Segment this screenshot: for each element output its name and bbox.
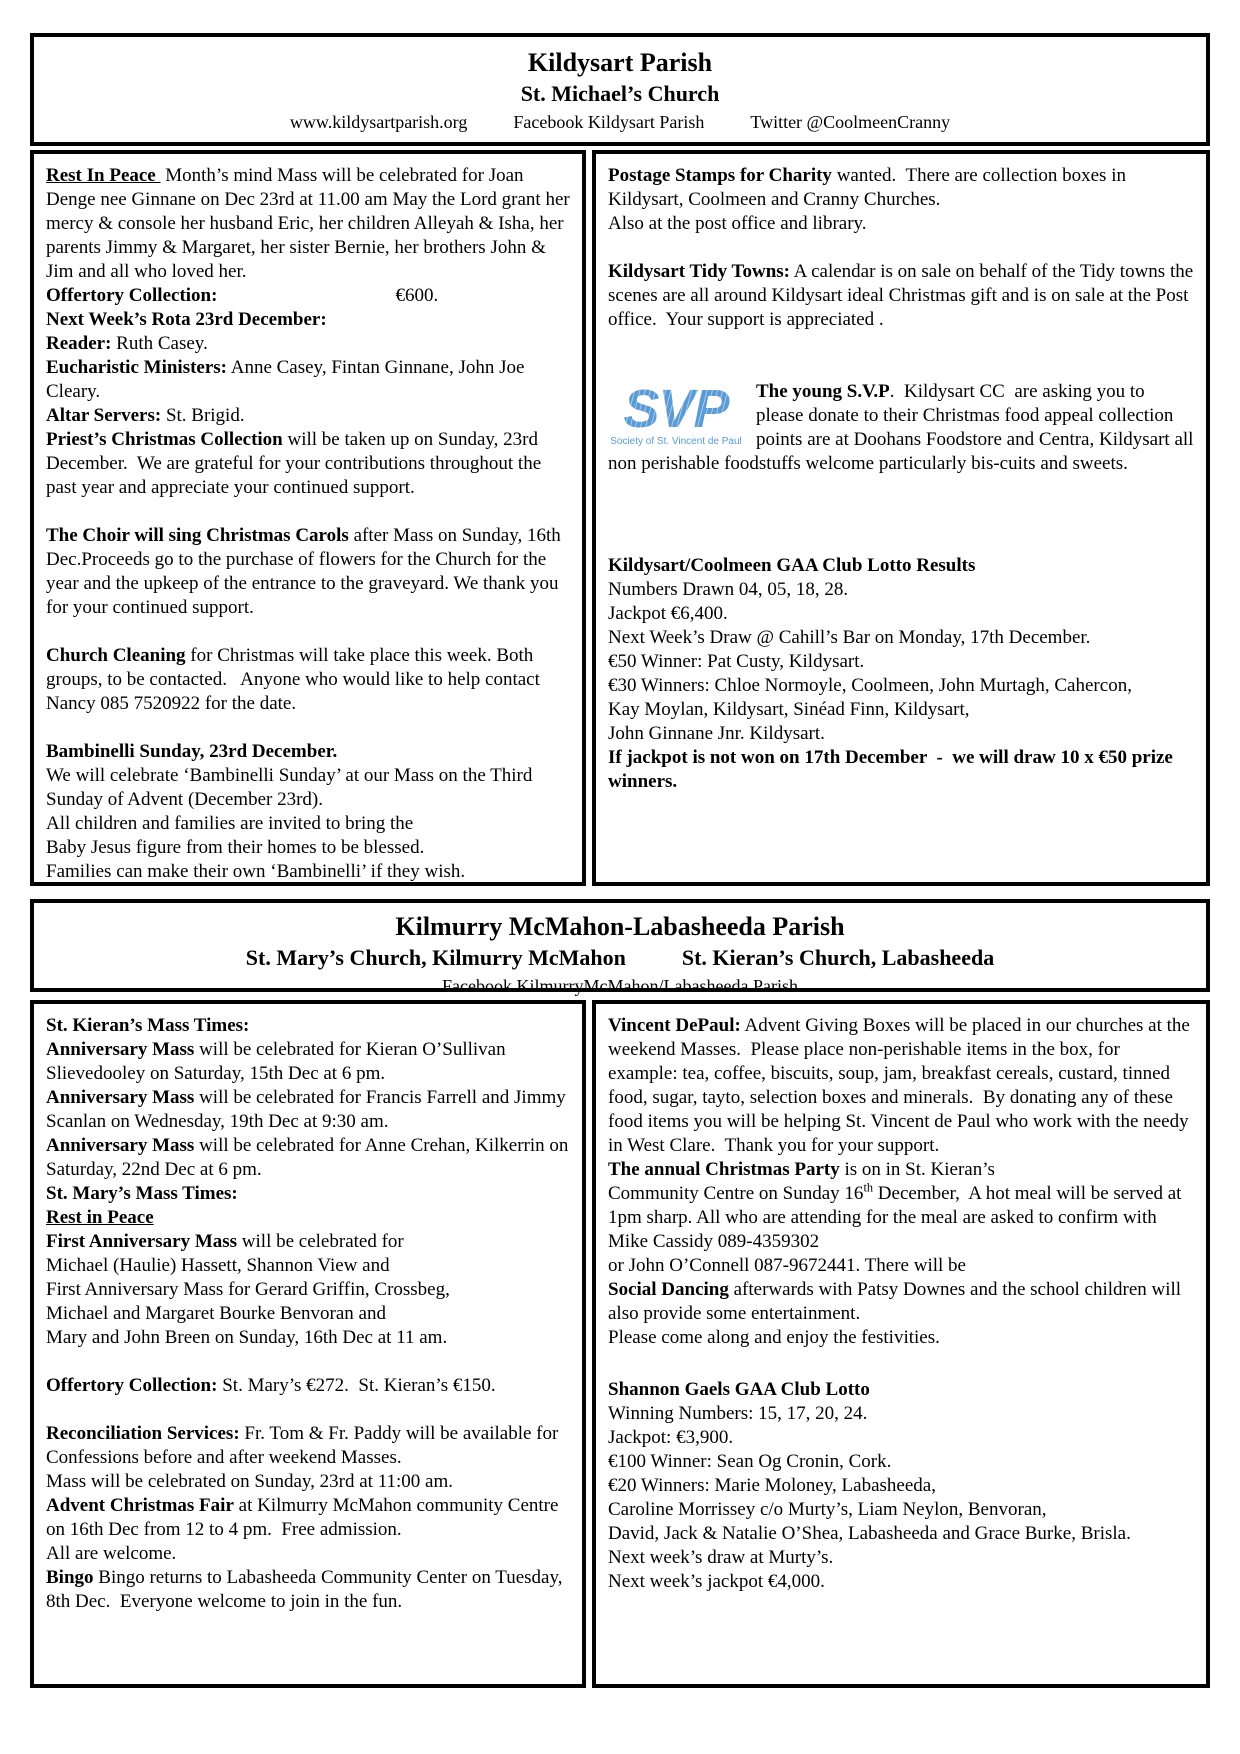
paragraph bbox=[46, 164, 575, 284]
section1-twitter-link[interactable]: Twitter @CoolmeenCranny bbox=[750, 112, 951, 132]
text-segment: St. Brigid. bbox=[161, 405, 245, 426]
text-segment: Rest In Peace bbox=[46, 165, 161, 186]
paragraph bbox=[46, 644, 570, 716]
paragraph bbox=[608, 1182, 1194, 1254]
text-segment: Anniversary Mass bbox=[46, 1087, 195, 1108]
paragraph bbox=[46, 1278, 570, 1302]
paragraph bbox=[46, 356, 570, 404]
section1-left-column bbox=[30, 150, 586, 886]
paragraph bbox=[46, 1206, 570, 1230]
paragraph bbox=[608, 1570, 1194, 1594]
section2-contact-row bbox=[34, 973, 1206, 999]
paragraph bbox=[608, 1378, 1194, 1402]
paragraph bbox=[46, 332, 570, 356]
text-segment: afterwards with Patsy Downes and the school children will also provide some entertainment. bbox=[608, 1279, 1186, 1324]
paragraph bbox=[46, 1374, 570, 1398]
paragraph bbox=[46, 1494, 570, 1542]
text-segment: David, Jack & Natalie O’Shea, Labasheeda and Grace Burke, Brisla. bbox=[608, 1523, 1131, 1544]
paragraph bbox=[608, 1278, 1194, 1326]
text-segment: for Christmas will take place this week. Both groups, to be contacted. Anyone who would like to help contact Nancy 085 7520922 for the date. bbox=[46, 645, 545, 714]
text-segment: or John O’Connell 087-9672441. There will be bbox=[608, 1255, 966, 1276]
text-segment: Bingo bbox=[46, 1567, 94, 1588]
paragraph bbox=[46, 428, 570, 500]
paragraph bbox=[608, 164, 1194, 212]
paragraph bbox=[46, 1470, 570, 1494]
text-segment: Advent Giving Boxes will be placed in our churches at the weekend Masses. Please place non-perishable items in the box, for example: tea, coffee, biscuits, soup, jam, breakfast cereals, custard, tinned food, sugar, tayto, selection boxes and minerals. By donating any of these food items you will be helping St. Vincent de Paul who work with the needy in West Clare. Thank you for your support. bbox=[608, 1015, 1195, 1156]
paragraph bbox=[608, 1546, 1194, 1570]
text-segment: Bambinelli Sunday, 23rd December. bbox=[46, 741, 338, 762]
text-segment: John Ginnane Jnr. Kildysart. bbox=[608, 723, 825, 744]
section2-facebook-link[interactable]: Facebook KilmurryMcMahon/Labasheeda Parish bbox=[442, 976, 798, 996]
paragraph bbox=[608, 1474, 1194, 1498]
text-segment: Anniversary Mass bbox=[46, 1039, 195, 1060]
text-segment: We will celebrate ‘Bambinelli Sunday’ at our Mass on the Third Sunday of Advent (December 23rd). bbox=[46, 765, 538, 810]
text-segment: will be taken up on Sunday, 23rd December. We are grateful for your contributions throughout the past year and appreciate your continued support. bbox=[46, 429, 546, 498]
text-segment: Social Dancing bbox=[608, 1279, 729, 1300]
section2-left-column bbox=[30, 1000, 586, 1688]
text-segment: will be celebrated for Kieran O’Sullivan Slievedooley on Saturday, 15th Dec at 6 pm. bbox=[46, 1039, 511, 1084]
text-segment: Altar Servers: bbox=[46, 405, 162, 426]
paragraph bbox=[46, 308, 570, 332]
text-segment: December, A hot meal will be served at 1pm sharp. All who are attending for the meal are asked to confirm with Mike Cassidy 089-4359302 bbox=[608, 1183, 1187, 1252]
text-segment: Bingo returns to Labasheeda Community Center on Tuesday, 8th Dec. Everyone welcome to join in the fun. bbox=[46, 1567, 568, 1612]
text-segment: Next week’s jackpot €4,000. bbox=[608, 1571, 825, 1592]
text-segment: Numbers Drawn 04, 05, 18, 28. bbox=[608, 579, 849, 600]
paragraph bbox=[608, 212, 1194, 236]
paragraph bbox=[46, 860, 570, 884]
text-segment: Families can make their own ‘Bambinelli’ if they wish. bbox=[46, 861, 466, 882]
text-segment: after Mass on Sunday, 16th Dec.Proceeds go to the purchase of flowers for the Church for the year and the upkeep of the entrance to the graveyard. We thank you for your continued support. bbox=[46, 525, 566, 618]
paragraph bbox=[608, 1158, 1194, 1182]
paragraph bbox=[608, 1014, 1194, 1158]
text-segment: The annual Christmas Party bbox=[608, 1159, 840, 1180]
text-segment: €100 Winner: Sean Og Cronin, Cork. bbox=[608, 1451, 892, 1472]
paragraph bbox=[608, 379, 1199, 476]
svp-logo bbox=[608, 379, 744, 448]
text-segment: St. Mary’s Mass Times: bbox=[46, 1183, 238, 1204]
paragraph bbox=[46, 1566, 570, 1614]
section1-contact-row bbox=[34, 109, 1206, 135]
text-segment: Please come along and enjoy the festivities. bbox=[608, 1327, 940, 1348]
text-segment: Month’s mind Mass will be celebrated for Joan Denge nee Ginnane on Dec 23rd at 11.00 am May the Lord grant her mercy & console her husband Eric, her children Alleyah & Isha, her parents Jimmy & Margaret, her sister Bernie, her brothers John & Jim and all who loved her. bbox=[46, 165, 575, 282]
text-segment: Michael and Margaret Bourke Benvoran and bbox=[46, 1303, 386, 1324]
text-segment: at Kilmurry McMahon community Centre on 16th Dec from 12 to 4 pm. Free admission. bbox=[46, 1495, 564, 1540]
section1-church-title: St. Michael’s Church bbox=[520, 81, 720, 106]
text-segment: . Kildysart CC are asking you to please donate to their Christmas food appeal collection points are at Doohans Foodstore and Centra, Kildysart all non perishable foodstuffs welcome particularly bis-cuits and sweets. bbox=[608, 381, 1199, 474]
text-segment: Offertory Collection: bbox=[46, 285, 218, 306]
svp-logo-caption: Society of St. Vincent de Paul bbox=[610, 436, 742, 447]
paragraph bbox=[608, 1450, 1194, 1474]
paragraph bbox=[46, 1086, 570, 1134]
text-segment: will be celebrated for bbox=[237, 1231, 404, 1252]
text-segment: Church Cleaning bbox=[46, 645, 186, 666]
paragraph bbox=[608, 1426, 1194, 1450]
section1-facebook-link[interactable]: Facebook Kildysart Parish bbox=[513, 112, 705, 132]
text-segment: Postage Stamps for Charity bbox=[608, 165, 832, 186]
text-segment: Mary and John Breen on Sunday, 16th Dec at 11 am. bbox=[46, 1327, 448, 1348]
text-segment: Shannon Gaels GAA Club Lotto bbox=[608, 1379, 870, 1400]
text-segment: Michael (Haulie) Hassett, Shannon View and bbox=[46, 1255, 390, 1276]
paragraph bbox=[608, 1402, 1194, 1426]
text-segment: Anne Casey, Fintan Ginnane, John Joe Cleary. bbox=[46, 357, 530, 402]
paragraph bbox=[46, 1326, 570, 1350]
text-segment: Baby Jesus figure from their homes to be blessed. bbox=[46, 837, 425, 858]
text-segment: A calendar is on sale on behalf of the Tidy towns the scenes are all around Kildysart ideal Christmas gift and is on sale at the Post office. Your support is appreciated . bbox=[608, 261, 1198, 330]
text-segment: €50 Winner: Pat Custy, Kildysart. bbox=[608, 651, 865, 672]
paragraph bbox=[46, 1422, 570, 1470]
paragraph bbox=[46, 812, 570, 836]
text-segment: Next Week’s Draw @ Cahill’s Bar on Monday, 17th December. bbox=[608, 627, 1091, 648]
paragraph bbox=[46, 1254, 570, 1278]
text-segment: All children and families are invited to bring the bbox=[46, 813, 414, 834]
paragraph bbox=[608, 260, 1198, 332]
section1-website-link[interactable]: www.kildysartparish.org bbox=[289, 112, 468, 132]
text-segment: Jackpot: €3,900. bbox=[608, 1427, 734, 1448]
text-segment: If jackpot is not won on 17th December - we will draw 10 x €50 prize winners. bbox=[608, 747, 1178, 792]
text-segment: Advent Christmas Fair bbox=[46, 1495, 234, 1516]
text-segment: Mass will be celebrated on Sunday, 23rd at 11:00 am. bbox=[46, 1471, 453, 1492]
section2-parish-title: Kilmurry McMahon-Labasheeda Parish bbox=[395, 912, 845, 941]
text-segment: The young S.V.P bbox=[756, 381, 890, 402]
paragraph bbox=[608, 1254, 1194, 1278]
paragraph bbox=[46, 1230, 570, 1254]
text-segment: Caroline Morrissey c/o Murty’s, Liam Neylon, Benvoran, bbox=[608, 1499, 1047, 1520]
text-segment: All are welcome. bbox=[46, 1543, 177, 1564]
paragraph bbox=[46, 404, 570, 428]
section2-header bbox=[30, 899, 1210, 996]
text-segment: Jackpot €6,400. bbox=[608, 603, 728, 624]
text-segment: will be celebrated for Francis Farrell and Jimmy Scanlan on Wednesday, 19th Dec at 9:30 am. bbox=[46, 1087, 571, 1132]
text-segment: wanted. There are collection boxes in Kildysart, Coolmeen and Cranny Churches. bbox=[608, 165, 1131, 210]
text-segment: St. Mary’s €272. St. Kieran’s €150. bbox=[217, 1375, 496, 1396]
section2-church1-title: St. Mary’s Church, Kilmurry McMahon bbox=[245, 945, 626, 970]
text-segment: St. Kieran’s Mass Times: bbox=[46, 1015, 250, 1036]
text-segment: will be celebrated for Anne Crehan, Kilkerrin on Saturday, 22nd Dec at 6 pm. bbox=[46, 1135, 574, 1180]
paragraph bbox=[608, 602, 1194, 626]
text-segment: Kay Moylan, Kildysart, Sinéad Finn, Kildysart, bbox=[608, 699, 970, 720]
text-segment: Anniversary Mass bbox=[46, 1135, 195, 1156]
text-segment: Kildysart/Coolmeen GAA Club Lotto Results bbox=[608, 555, 976, 576]
paragraph bbox=[46, 1038, 570, 1086]
text-segment: th bbox=[863, 1180, 874, 1195]
section1-header bbox=[30, 33, 1210, 146]
text-segment: Community Centre on Sunday 16 bbox=[608, 1183, 864, 1204]
text-segment: €20 Winners: Marie Moloney, Labasheeda, bbox=[608, 1475, 936, 1496]
text-segment: First Anniversary Mass for Gerard Griffin, Crossbeg, bbox=[46, 1279, 450, 1300]
paragraph bbox=[608, 650, 1194, 674]
text-segment: is on in St. Kieran’s bbox=[839, 1159, 995, 1180]
text-segment: €600. bbox=[395, 285, 439, 306]
paragraph bbox=[46, 524, 570, 620]
paragraph bbox=[608, 1498, 1194, 1522]
paragraph bbox=[608, 746, 1194, 794]
text-segment: The Choir will sing Christmas Carols bbox=[46, 525, 349, 546]
paragraph bbox=[46, 284, 570, 308]
text-segment: Also at the post office and library. bbox=[608, 213, 867, 234]
section1-parish-title: Kildysart Parish bbox=[527, 48, 713, 77]
section1-right-column bbox=[592, 150, 1210, 886]
text-segment: Rest in Peace bbox=[46, 1207, 154, 1228]
text-segment: Kildysart Tidy Towns: bbox=[608, 261, 790, 282]
paragraph bbox=[46, 1134, 574, 1182]
paragraph bbox=[608, 554, 1194, 578]
text-segment: Reconciliation Services: bbox=[46, 1423, 240, 1444]
paragraph bbox=[46, 740, 570, 764]
text-segment: €30 Winners: Chloe Normoyle, Coolmeen, John Murtagh, Cahercon, bbox=[608, 675, 1132, 696]
paragraph bbox=[608, 1522, 1194, 1546]
paragraph bbox=[46, 1014, 570, 1038]
text-segment: Eucharistic Ministers: bbox=[46, 357, 228, 378]
paragraph bbox=[46, 1542, 570, 1566]
text-segment: Priest’s Christmas Collection bbox=[46, 429, 283, 450]
paragraph bbox=[608, 698, 1194, 722]
section2-right-column bbox=[592, 1000, 1210, 1688]
paragraph bbox=[608, 722, 1194, 746]
text-segment: Vincent DePaul: bbox=[608, 1015, 741, 1036]
text-segment: Ruth Casey. bbox=[111, 333, 208, 354]
text-segment: Winning Numbers: 15, 17, 20, 24. bbox=[608, 1403, 868, 1424]
section2-churches-row bbox=[34, 943, 1206, 973]
text-segment: Next Week’s Rota 23rd December: bbox=[46, 309, 327, 330]
section2-church2-title: St. Kieran’s Church, Labasheeda bbox=[681, 945, 995, 970]
paragraph bbox=[46, 1182, 570, 1206]
svp-logo-letters: SVP bbox=[608, 384, 744, 434]
paragraph bbox=[608, 578, 1194, 602]
paragraph bbox=[46, 836, 570, 860]
text-segment: Fr. Tom & Fr. Paddy will be available for Confessions before and after weekend Masses. bbox=[46, 1423, 564, 1468]
text-segment: First Anniversary Mass bbox=[46, 1231, 238, 1252]
paragraph bbox=[608, 1326, 1194, 1350]
paragraph bbox=[46, 1302, 570, 1326]
text-segment: Next week’s draw at Murty’s. bbox=[608, 1547, 834, 1568]
paragraph bbox=[608, 626, 1194, 650]
text-segment: Reader: bbox=[46, 333, 112, 354]
paragraph bbox=[46, 764, 570, 812]
text-segment: Offertory Collection: bbox=[46, 1375, 218, 1396]
paragraph bbox=[608, 674, 1194, 698]
